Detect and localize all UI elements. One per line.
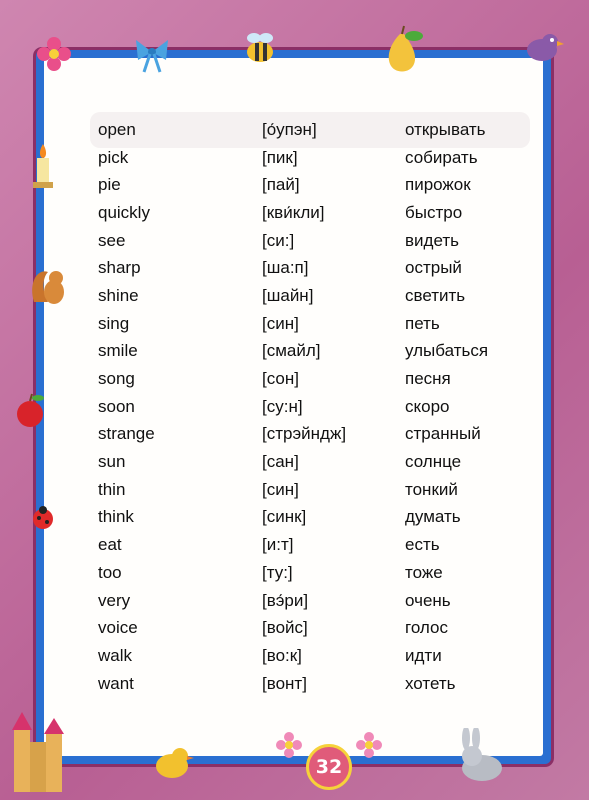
- english-word: quickly: [98, 202, 150, 222]
- russian-translation: скоро: [405, 396, 450, 416]
- english-word: smile: [98, 341, 138, 361]
- russian-translation: солнце: [405, 452, 462, 472]
- english-word: sing: [98, 313, 130, 333]
- page-number-badge: [306, 744, 352, 790]
- russian-translation: странный: [405, 424, 481, 444]
- russian-translation: песня: [405, 369, 451, 389]
- english-word: very: [98, 590, 131, 610]
- castle-icon: [10, 712, 66, 792]
- vocab-row: [98, 531, 518, 559]
- russian-translation: думать: [405, 507, 461, 527]
- english-word: see: [98, 230, 126, 250]
- rabbit-icon: [452, 728, 512, 784]
- english-word: strange: [98, 424, 155, 444]
- vocab-row: [98, 504, 518, 532]
- vocab-row: [98, 476, 518, 504]
- vocab-row: [98, 559, 518, 587]
- vocab-row: [98, 116, 518, 144]
- vocabulary-list: [98, 116, 518, 697]
- apple-icon: [10, 392, 50, 432]
- english-word: too: [98, 562, 122, 582]
- transcription: [син]: [262, 313, 299, 333]
- vocab-row: [98, 282, 518, 310]
- transcription: [си:]: [262, 230, 295, 250]
- english-word: soon: [98, 396, 135, 416]
- transcription: [смайл]: [262, 341, 321, 361]
- page-number: 32: [315, 756, 343, 778]
- english-word: eat: [98, 535, 122, 555]
- vocab-row: [98, 171, 518, 199]
- english-word: shine: [98, 285, 139, 305]
- vocab-row: [98, 670, 518, 698]
- flower-icon: [354, 730, 384, 760]
- transcription: [синк]: [262, 507, 307, 527]
- transcription: [пик]: [262, 147, 298, 167]
- russian-translation: острый: [405, 258, 462, 278]
- transcription: [сон]: [262, 369, 299, 389]
- english-word: think: [98, 507, 134, 527]
- english-word: sun: [98, 452, 126, 472]
- english-word: pie: [98, 175, 121, 195]
- vocab-row: [98, 310, 518, 338]
- transcription: [кви́кли]: [262, 202, 325, 222]
- vocab-row: [98, 365, 518, 393]
- russian-translation: голос: [405, 618, 448, 638]
- chick-icon: [150, 742, 196, 782]
- english-word: voice: [98, 618, 138, 638]
- ladybug-icon: [30, 505, 56, 531]
- english-word: song: [98, 369, 135, 389]
- transcription: [вонт]: [262, 673, 307, 693]
- russian-translation: очень: [405, 590, 451, 610]
- flower-icon: [34, 34, 74, 74]
- english-word: pick: [98, 147, 129, 167]
- transcription: [пай]: [262, 175, 300, 195]
- russian-translation: хотеть: [405, 673, 456, 693]
- vocab-row: [98, 199, 518, 227]
- squirrel-icon: [28, 262, 68, 308]
- russian-translation: пирожок: [405, 175, 471, 195]
- russian-translation: есть: [405, 535, 440, 555]
- transcription: [су:н]: [262, 396, 303, 416]
- russian-translation: идти: [405, 645, 442, 665]
- transcription: [ту:]: [262, 562, 293, 582]
- vocab-row: [98, 393, 518, 421]
- vocab-row: [98, 227, 518, 255]
- vocab-row: [98, 144, 518, 172]
- candle-icon: [30, 140, 56, 190]
- transcription: [стрэйндж]: [262, 424, 347, 444]
- vocab-row: [98, 642, 518, 670]
- transcription: [ша:п]: [262, 258, 309, 278]
- russian-translation: быстро: [405, 202, 463, 222]
- russian-translation: петь: [405, 313, 440, 333]
- transcription: [син]: [262, 479, 299, 499]
- transcription: [и:т]: [262, 535, 294, 555]
- english-word: thin: [98, 479, 126, 499]
- pear-icon: [380, 24, 426, 74]
- russian-translation: собирать: [405, 147, 478, 167]
- transcription: [шайн]: [262, 285, 314, 305]
- vocab-row: [98, 587, 518, 615]
- bee-icon: [240, 30, 280, 66]
- bird-icon: [520, 26, 564, 66]
- english-word: want: [98, 673, 134, 693]
- transcription: [о́упэн]: [262, 119, 317, 139]
- transcription: [во:к]: [262, 645, 302, 665]
- russian-translation: улыбаться: [405, 341, 489, 361]
- vocab-row: [98, 614, 518, 642]
- transcription: [сан]: [262, 452, 299, 472]
- russian-translation: открывать: [405, 119, 486, 139]
- russian-translation: видеть: [405, 230, 459, 250]
- vocab-row: [98, 338, 518, 366]
- transcription: [вэ́ри]: [262, 590, 309, 610]
- flower-icon: [274, 730, 304, 760]
- english-word: sharp: [98, 258, 141, 278]
- bow-icon: [132, 34, 172, 74]
- vocab-row: [98, 448, 518, 476]
- russian-translation: светить: [405, 285, 466, 305]
- vocab-row: [98, 254, 518, 282]
- english-word: walk: [98, 645, 133, 665]
- russian-translation: тонкий: [405, 479, 458, 499]
- russian-translation: тоже: [405, 562, 443, 582]
- english-word: open: [98, 119, 136, 139]
- vocab-row: [98, 421, 518, 449]
- transcription: [войс]: [262, 618, 308, 638]
